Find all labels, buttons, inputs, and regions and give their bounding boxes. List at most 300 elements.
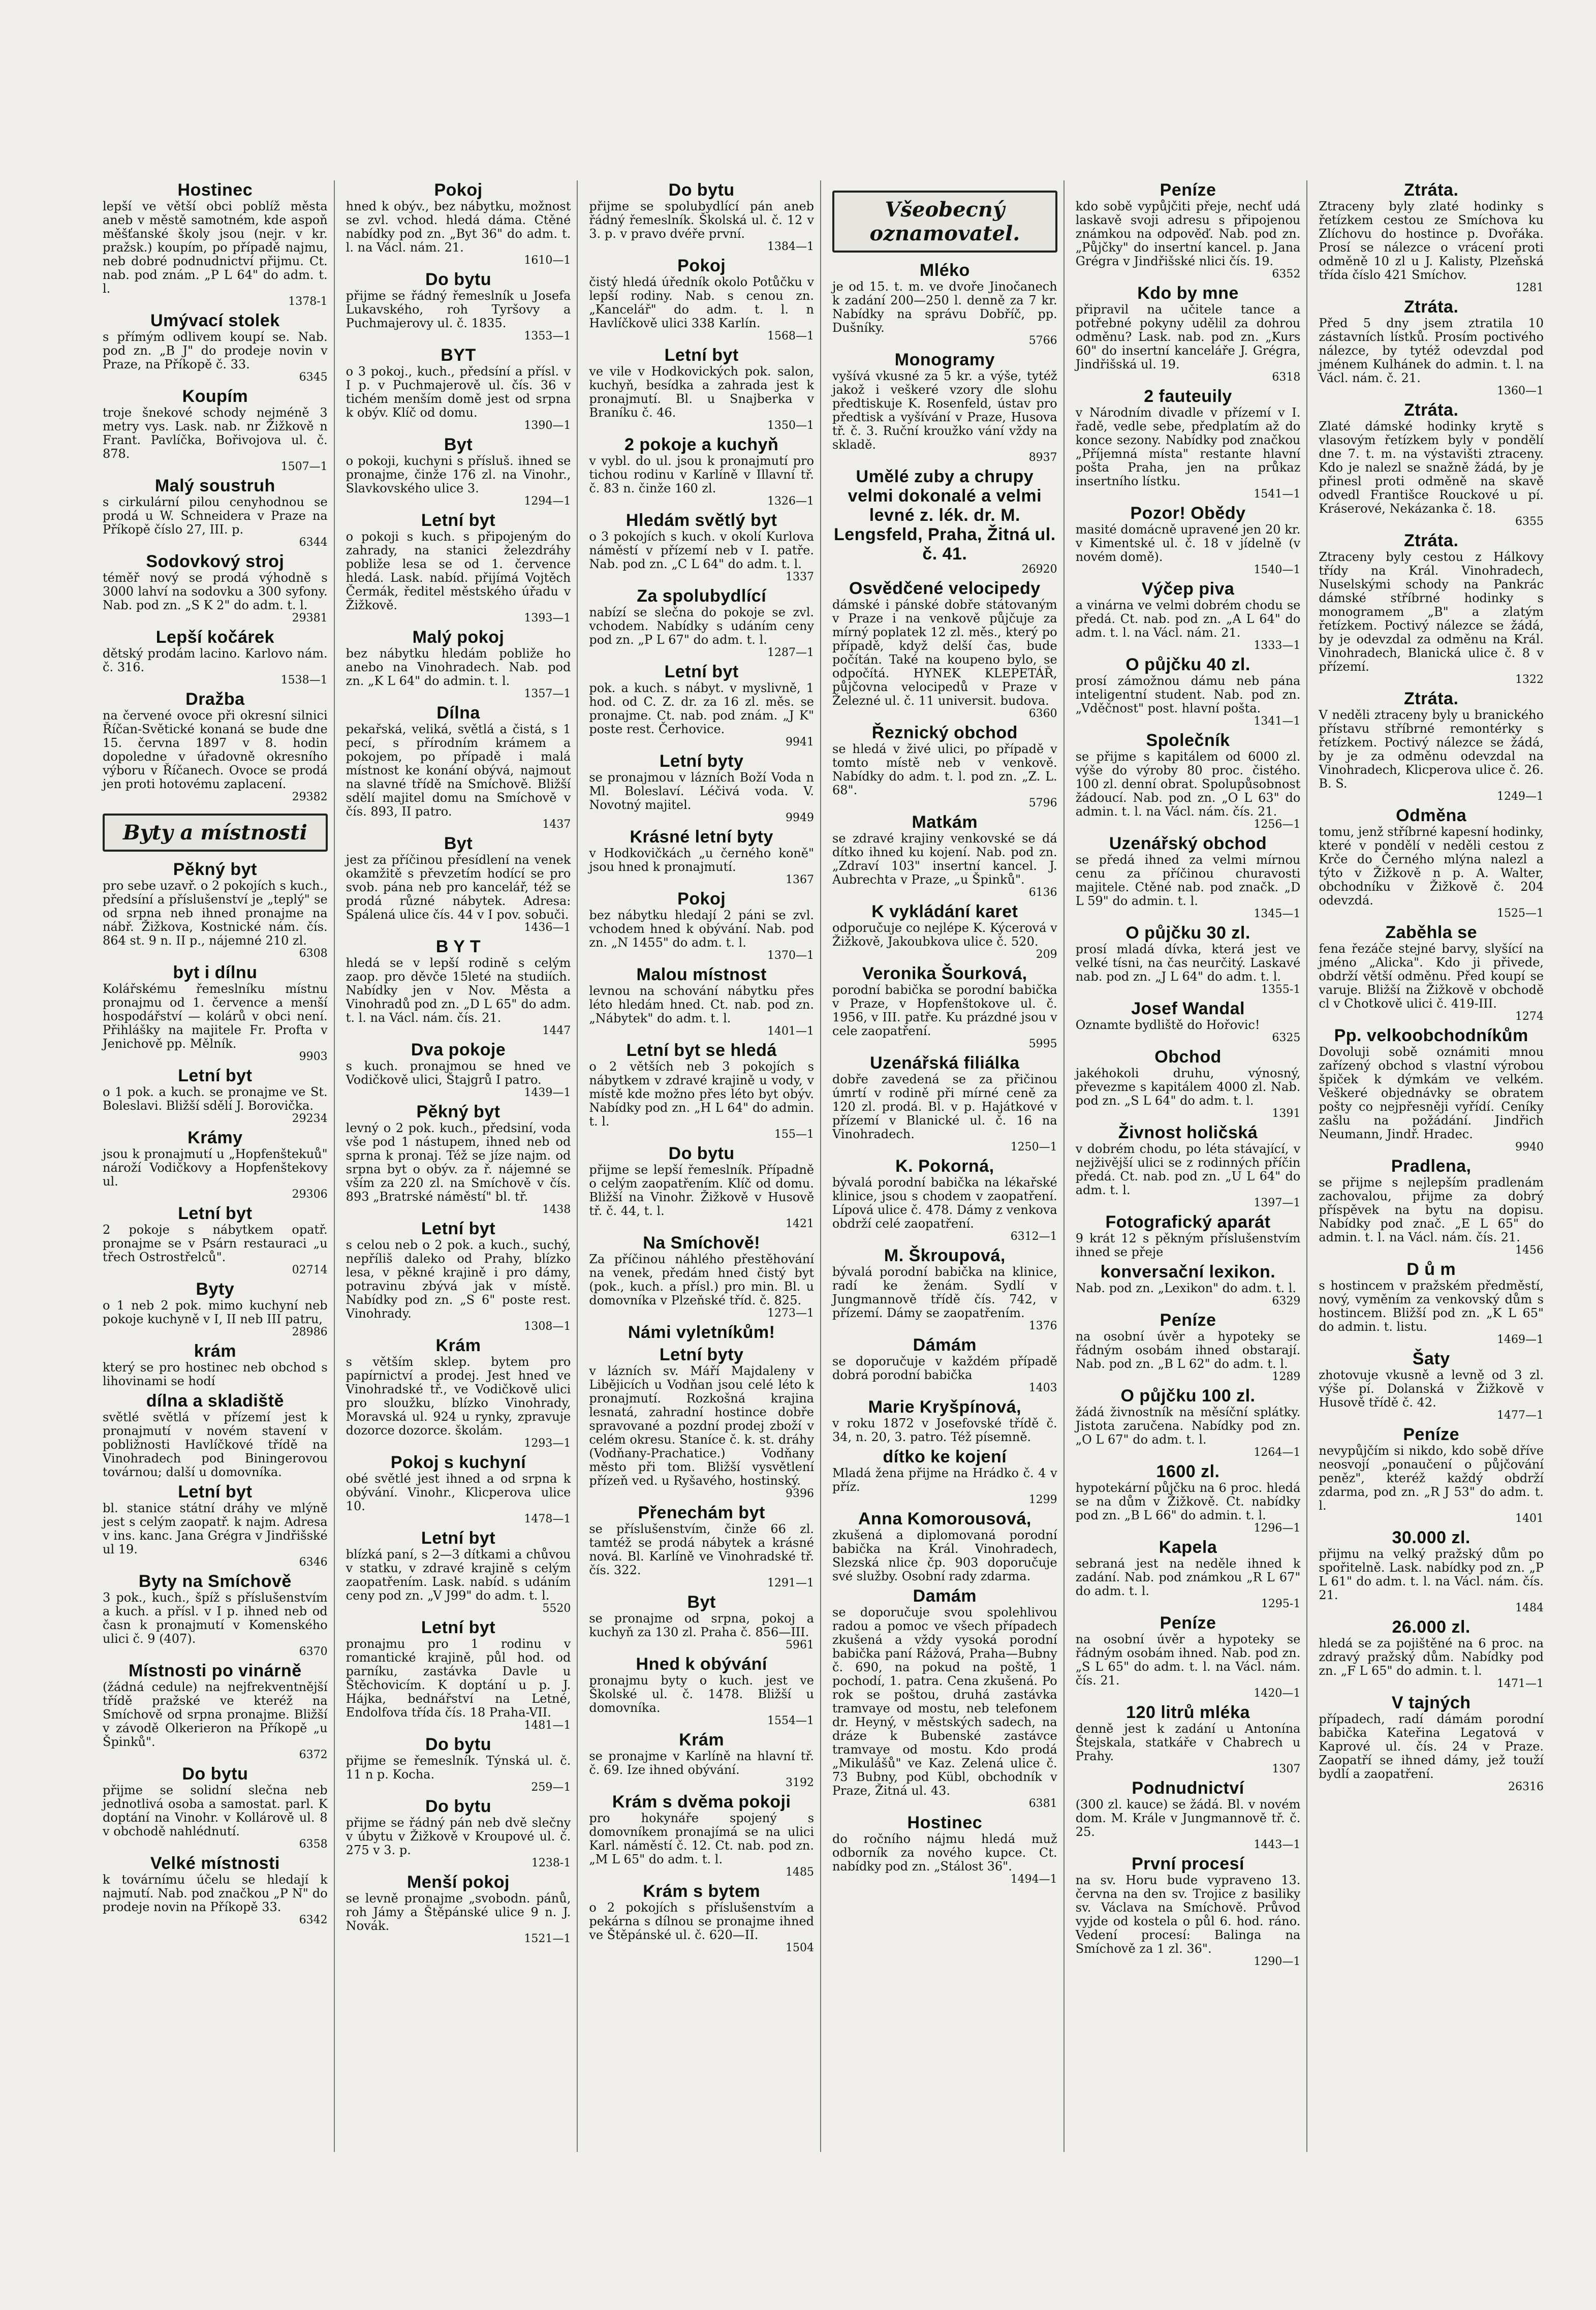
ad-text	[103, 1784, 328, 1851]
ad-text	[103, 982, 328, 1063]
ad-body: bez nábytku hledají 2 páni se zvl. vchodem hned k obývání. Nab. pod zn. „N 1455" do adm. t. l.	[589, 908, 815, 950]
ad-number: 1507—1	[280, 460, 328, 473]
ad-heading: Byt	[444, 435, 473, 454]
ad-body: porodní babička se porodní babička v Praze, v Hopfenštokove ul. č. 1956, v III. patře. Ku prázdné jsou v cele zaopatření.	[832, 983, 1057, 1038]
ad-body: (žádná cedule) na nejfrekventnější třídě pražské ve kteréž na Smíchově od srpna pronajme. Bližší v závodě Olkerieron na Příkopě „u Špinků".	[103, 1680, 328, 1749]
classified-ad	[1076, 1854, 1301, 1968]
ad-text	[1076, 1722, 1301, 1775]
ad-heading: Matkám	[912, 813, 978, 832]
ad-body: v lázních sv. Máří Majdaleny v Libějicích u Vodňan jsou celé léto k pronajmutí. Rozkošná krajina lesnatá, zahradní hostince dobře spravované a pozdní prodej zboží v celém okresu. Staníce č. k. st. dráhy (Vodňany-Prachatice.) Vodňany město při tom. Bližší vysvětlení přízeň ved. u Ryšavého, hostinský.	[589, 1364, 815, 1488]
ad-heading: D ů m	[1406, 1260, 1456, 1279]
ad-text	[1076, 1798, 1301, 1851]
ad-body: o 1 pok. a kuch. se pronajme ve St. Boleslavi. Bližší sdělí J. Borovička.	[103, 1085, 328, 1113]
classified-ad	[1319, 1693, 1544, 1793]
ad-number: 1525—1	[1497, 907, 1544, 920]
ad-body: masité domácně upravené jen 20 kr. v Kimentské ul. č. 18 v jídelně (v novém domě).	[1075, 522, 1301, 564]
ad-body: o 3 pokoj., kuch., předsíní a přísl. v I p. v Puchmajerově ul. čís. 36 v tichém menším domě jest od srpna k obýv. Klíč od domu.	[346, 364, 571, 420]
classified-ad	[346, 1102, 571, 1216]
ad-number: 6358	[299, 1838, 328, 1851]
ad-column	[1070, 180, 1308, 2152]
ad-text	[346, 1121, 571, 1216]
ad-heading: Uzenářský obchod	[1109, 834, 1267, 853]
ad-body: v Hodkovičkách „u černého koně" jsou hned k pronajmutí.	[589, 846, 815, 874]
ad-heading: byt i dílnu	[173, 963, 258, 982]
ad-heading: Pěkný byt	[173, 860, 257, 879]
classified-ad	[589, 827, 814, 886]
newspaper-page	[97, 180, 1550, 2152]
ad-text	[346, 956, 571, 1037]
classified-ad	[346, 435, 571, 508]
classified-ad	[103, 1764, 328, 1851]
classified-ad	[103, 860, 328, 960]
ad-text	[1319, 1637, 1544, 1690]
ad-heading: Letní byt	[664, 662, 739, 681]
ad-number: 9941	[786, 736, 815, 748]
ad-number: 1481—1	[524, 1719, 571, 1732]
classified-ad	[1319, 923, 1544, 1023]
ad-body: pro sebe uzavř. o 2 pokojích s kuch., předsíní a příslušenství je „teplý" se od srpna neb ihned pronajme na nábř. Žižkova, Kostnické nám. čís. 864 st. 9 n. II p., nájemné 210 zl.	[103, 879, 328, 948]
classified-ad	[589, 1323, 814, 1342]
ad-number: 1504	[786, 1942, 815, 1954]
classified-ad	[346, 1453, 571, 1525]
ad-body: bývalá porodní babička na klinice, radí ke ženám. Sydlí v Jungmannově třídě čís. 742, v přízemí. Dámy se zaopatřením.	[832, 1265, 1057, 1320]
ad-heading: Letní byty	[659, 1345, 744, 1364]
ad-number: 1376	[1028, 1320, 1057, 1332]
ad-text	[1076, 853, 1301, 920]
classified-ad	[1076, 504, 1301, 576]
classified-ad	[103, 311, 328, 384]
classified-ad	[103, 1391, 328, 1479]
ad-heading: Koupím	[182, 387, 248, 406]
ad-heading: Podnudnictví	[1132, 1778, 1244, 1798]
ad-number: 1350—1	[767, 419, 815, 432]
classified-ad	[346, 834, 571, 934]
ad-body: přijme se spolubydlící pán aneb řádný řemeslník. Školská ul. č. 12 v 3. p. v pravo dvéře první.	[589, 199, 815, 241]
ad-body: se levně pronajme „svobodn. pánů, roh Jámy a Štěpánské ulice 9 n. J. Novák.	[346, 1891, 571, 1933]
classified-ad	[1076, 1047, 1301, 1120]
ad-number: 1287—1	[767, 646, 815, 659]
ad-number: 1437	[542, 818, 571, 831]
ad-heading: Damám	[913, 1586, 977, 1606]
ad-body: jakéhokoli druhu, výnosný, převezme s kapitálem 4000 zl. Nab. pod zn. „S L 64" do adm. t. l.	[1075, 1066, 1301, 1108]
ad-heading: Veronika Šourková,	[862, 964, 1027, 983]
ad-heading: O půjčku 100 zl.	[1120, 1386, 1256, 1406]
classified-ad	[1319, 806, 1544, 920]
ad-heading: Námi vyletníkům!	[628, 1323, 775, 1342]
ad-number: 29234	[292, 1112, 328, 1125]
classified-ad	[1319, 1026, 1544, 1153]
ad-text	[589, 530, 814, 583]
ad-body: k továrnímu účelu se hledají k najmutí. Nab. pod značkou „P N" do prodeje novin na Příkopě 33.	[103, 1872, 328, 1914]
ad-heading: Velké místnosti	[150, 1854, 280, 1873]
ad-text	[589, 275, 814, 342]
ad-number: 1333—1	[1254, 639, 1301, 652]
ad-heading: Josef Wandal	[1131, 999, 1245, 1018]
ad-heading: Letní byt	[178, 1204, 253, 1223]
ad-text	[346, 1816, 571, 1869]
ad-heading: Na Smíchově!	[643, 1233, 761, 1253]
classified-ad	[346, 180, 571, 267]
ad-number: 1403	[1028, 1382, 1057, 1394]
ad-text	[589, 200, 814, 253]
ad-number: 1540—1	[1254, 564, 1301, 576]
ad-body: blízká paní, s 2—3 dítkami a chůvou v statku, v zdravé krajině s celým zaopatřením. Lask. nabíd. s udáním ceny pod zn. „V J99" do adm. t. l.	[346, 1547, 571, 1603]
ad-heading: O půjčku 40 zl.	[1125, 655, 1250, 674]
ad-body: bývalá porodní babička na lékařské klinice, jsou s chodem v zaopatření. Lípová ulice č. 478. Dámy z venkova obdrží celé zaopatření.	[832, 1175, 1057, 1231]
ad-text	[589, 365, 814, 432]
classified-ad	[1076, 579, 1301, 652]
ad-number: 1295-1	[1261, 1598, 1301, 1610]
ad-body: zhotovuje vkusně a levně od 3 zl. výše pí. Dolanská v Žižkově v Husově třídě č. 42.	[1319, 1368, 1544, 1410]
section-banner: Byty a místnosti	[103, 814, 328, 852]
ad-number: 5766	[1028, 334, 1057, 347]
ad-text	[346, 200, 571, 267]
ad-body: vyšívá vkusné za 5 kr. a výše, tytéž jakož i veškeré vzory dle slohu předtiskuje K. Rosenfeld, ústav pro předtisk a vyšívání v Praze, Husova tř. č. 3. Ruční kroužko vání vždy na skladě.	[832, 369, 1057, 452]
ad-heading: Pokoj	[677, 889, 726, 909]
ad-text	[589, 1253, 814, 1320]
ad-body: obé světlé jest ihned a od srpna k obývání. Vinohr., Klicperova ulice 10.	[346, 1472, 571, 1513]
classified-ad	[1319, 531, 1544, 686]
ad-heading: dítko ke kojení	[883, 1447, 1007, 1466]
ad-number: 1264—1	[1254, 1446, 1301, 1459]
classified-ad	[1076, 1613, 1301, 1700]
ad-text	[103, 1299, 328, 1338]
ad-number: 9940	[1515, 1141, 1544, 1153]
ad-number: 6344	[299, 536, 328, 549]
ad-text	[1319, 1176, 1544, 1257]
classified-ad	[589, 662, 814, 748]
classified-ad	[1076, 1538, 1301, 1610]
classified-ad	[1319, 400, 1544, 528]
ad-number: 29381	[292, 612, 328, 625]
ad-text	[1076, 523, 1301, 576]
ad-body: o 2 větších neb 3 pokojích s nábytkem v zdravé krajině u vody, v místě kde možno přes léto byt obýv. Nabídky pod zn. „H L 64" do admin. t. l.	[589, 1059, 815, 1129]
classified-ad	[589, 1345, 814, 1500]
classified-ad	[1076, 834, 1301, 920]
classified-ad	[832, 1397, 1057, 1444]
ad-number: 6370	[299, 1645, 328, 1658]
classified-ad	[1076, 999, 1301, 1044]
ad-text	[103, 406, 328, 473]
ad-number: 6360	[1028, 707, 1057, 720]
ad-body: s přímým odlivem koupí se. Nab. pod zn. „B J" do prodeje novin v Praze, na Příkopě č. 33.	[103, 330, 328, 371]
ad-number: 9949	[786, 811, 815, 824]
classified-ad	[832, 467, 1057, 576]
ad-body: Zlaté dámské hodinky krytě s vlasovým řetízkem byly v pondělí dne 7. t. m. na výstavišti ztraceny. Kdo je nalezl se snažně žádá, by je přinesl proti odměně na skavě odvedl Františce Rouckové u pí. Kráserové, Nekázanka č. 18.	[1319, 419, 1544, 516]
classified-ad	[1319, 1528, 1544, 1614]
ad-heading: Do bytu	[668, 180, 735, 200]
ad-number: 1296—1	[1254, 1522, 1301, 1535]
ad-body: dětský prodám lacino. Karlovo nám. č. 316.	[103, 646, 328, 674]
ad-text	[832, 1417, 1057, 1444]
ad-body: do ročního nájmu hledá muž odborník za nového kupce. Ct. nabídky pod zn. „Stálost 36".	[832, 1832, 1057, 1874]
ad-body: kdo sobě vypůjčiti přeje, nechť udá laskavě svoji adresu s připojenou známkou na odpověď. Nab. pod zn. „Půjčky" do insertní kancel. p. Jana Grégra v Jindřišské nlici čís. 19.	[1075, 199, 1301, 268]
ad-text	[103, 1147, 328, 1201]
classified-ad	[103, 1204, 328, 1276]
ad-body: s větším sklep. bytem pro papírnictví a prodej. Jest hned ve Vinohradské tř., ve Vodičkově ulici pro sloužku, blízko Vinohrady, Moravská ul. 924 u rynky, zpravuje dozorce dozorce. školám.	[346, 1355, 571, 1438]
ad-heading: Živnost holičská	[1118, 1123, 1258, 1142]
ad-body: s celou neb o 2 pok. a kuch., suchý, nepříliš daleko od Prahy, blízko lesa, v pěkné krajině i pro dámy, potravinu zbývá jak v místě. Nabídky pod zn. „S 6" poste rest. Vinohrady.	[346, 1238, 571, 1321]
classified-ad	[1319, 689, 1544, 803]
classified-ad	[1076, 1778, 1301, 1851]
ad-number: 1384—1	[767, 240, 815, 253]
ad-heading: V tajných	[1391, 1693, 1471, 1712]
ad-text	[1076, 1232, 1301, 1259]
ad-number: 1299	[1028, 1493, 1057, 1506]
ad-heading: Peníze	[1160, 1613, 1216, 1633]
ad-body: s cirkulární pilou cenyhodnou se prodá u W. Schneidera v Praze na Příkopě číslo 27, III. p.	[103, 495, 328, 537]
ad-number: 1554—1	[767, 1714, 815, 1727]
ad-body: Kolářskému řemeslníku místnu pronajmu od 1. července a menší hospodářství — kolárů v obci není. Přihlášky na majitele Fr. Profta v Jenichově pp. Mělník.	[103, 982, 328, 1051]
ad-text	[346, 1637, 571, 1732]
classified-ad	[1319, 1349, 1544, 1422]
ad-text	[1076, 200, 1301, 280]
ad-heading: Hned k obývání	[636, 1655, 767, 1674]
classified-ad	[589, 180, 814, 253]
ad-number: 8937	[1028, 451, 1057, 464]
ad-heading: Letní byt	[421, 511, 496, 530]
ad-text	[1076, 1557, 1301, 1610]
ad-heading: Pěkný byt	[416, 1102, 500, 1121]
ad-heading: Umělé zuby a chrupy velmi dokonalé a velmi levné z. lék. dr. M. Lengsfeld, Praha, Žitná ul. č. 41.	[834, 467, 1056, 564]
ad-number: 6312—1	[1010, 1230, 1057, 1243]
ad-number: 155—1	[774, 1128, 815, 1141]
ad-body: lepší ve větší obci poblíž města aneb v městě samotném, kde aspoň měšťanské školy jsou (nejr. v kr. pražsk.) koupím, po případě najmu, neb dobré podnudnictví přijmu. Ct. nab. pod znám. „P L 64" do adm. t. l.	[103, 199, 328, 296]
ad-text	[346, 454, 571, 508]
ad-body: se přijme s nejlepším pradlenám zachovalou, přijme za dobrý příspěvek na bytu na dopisu. Nabídky pod znač. „E L 65" do admin. t. l. na Václ. nám. čís. 21.	[1319, 1175, 1544, 1244]
ad-body: o pokoji s kuch. s připojeným do zahrady, na stanici železdráhy pobliže lesa se od 1. července hledá. Lask. nabíd. přijímá Vojtěch Čermák, ředitel městského úřadu v Žižkově.	[346, 529, 571, 612]
ad-heading: Osvědčené velocipedy	[849, 579, 1041, 598]
ad-heading: Byty na Smíchově	[138, 1572, 292, 1591]
classified-ad	[346, 1618, 571, 1732]
ad-number: 209	[1036, 948, 1057, 961]
classified-ad	[346, 1528, 571, 1615]
ad-body: pronajmu byty o kuch. jest ve Školské ul. č. 1478. Bližší u domovníka.	[589, 1673, 815, 1715]
ad-body: se doporučuje v každém případě dobrá porodní babička	[832, 1354, 1057, 1382]
ad-number: 29382	[292, 791, 328, 803]
ad-number: 6372	[299, 1749, 328, 1761]
ad-heading: Krám s dvěma pokoji	[612, 1792, 791, 1812]
ad-heading: Peníze	[1160, 1310, 1216, 1330]
ad-body: sebraná jest na neděle ihned k zadání. Nab. pod známkou „R L 67" do adm. t. l.	[1075, 1556, 1301, 1598]
ad-number: 1353—1	[524, 330, 571, 342]
ad-number: 1238-1	[531, 1857, 571, 1869]
ad-body: na sv. Horu bude vypraveno 13. června na den sv. Trojice z basiliky sv. Václava na Smíchově. Průvod vyjde od kostela o půl 6. hod. ráno. Vedení procesí: Balinga na Smíchově za 1 zl. 36".	[1075, 1873, 1301, 1956]
ad-heading: Ztráta.	[1403, 297, 1459, 317]
ad-text	[1319, 1368, 1544, 1422]
classified-ad	[832, 579, 1057, 720]
classified-ad	[103, 552, 328, 625]
ad-number: 26316	[1508, 1781, 1544, 1793]
ad-text	[832, 1466, 1057, 1506]
ad-number: 6308	[299, 947, 328, 960]
ad-number: 9903	[299, 1050, 328, 1063]
ad-text	[1319, 942, 1544, 1023]
ad-text	[103, 1680, 328, 1761]
ad-number: 6329	[1272, 1295, 1301, 1307]
ad-body: Ztraceny byly cestou z Hálkovy třídy na Král. Vinohradech, Nuselskými schody na Pankrác dámské stříbrné hodinky s monogramem „B" a zlatým řetízkem. Poctivý nálezce se žádá, by je odevzdal za odměnu na Král. Vinohradech, Blanická ulice č. 8 v přízemí.	[1319, 550, 1544, 674]
ad-number: 29306	[292, 1188, 328, 1201]
ad-heading: Letní byt	[421, 1618, 496, 1637]
ad-heading: Pozor! Obědy	[1130, 504, 1246, 523]
ad-heading: Dva pokoje	[411, 1040, 506, 1059]
ad-column	[97, 180, 335, 2152]
ad-heading: Anna Komorousová,	[858, 1509, 1031, 1528]
ad-text	[346, 1548, 571, 1615]
ad-number: 6381	[1028, 1797, 1057, 1810]
classified-ad	[832, 1813, 1057, 1886]
ad-heading: Výčep piva	[1141, 579, 1235, 599]
ad-text	[832, 1073, 1057, 1153]
ad-body: na osobní úvěr a hypoteky se řádným osobám ihned. Nab. pod zn. „S L 65" do adm. t. l. na Václ. nám. čís. 21.	[1075, 1632, 1301, 1688]
ad-heading: Místnosti po vinárně	[129, 1661, 302, 1680]
ad-number: 5520	[542, 1602, 571, 1615]
ad-number: 1307	[1272, 1763, 1301, 1775]
ad-body: pok. a kuch. s nábyt. v myslivně, 1 hod. od C. Z. dr. za 16 zl. měs. se pronajme. Ct. nab. pod znám. „J K" poste rest. Čerhovice.	[589, 681, 815, 736]
ad-number: 3192	[786, 1776, 815, 1789]
classified-ad	[1076, 655, 1301, 728]
ad-heading: Ztráta.	[1403, 531, 1459, 550]
classified-ad	[1076, 1310, 1301, 1383]
ad-number: 6346	[299, 1556, 328, 1569]
ad-text	[1076, 674, 1301, 728]
ad-text	[346, 1754, 571, 1794]
ad-number: 1478—1	[524, 1513, 571, 1525]
ad-text	[1076, 1142, 1301, 1209]
ad-number: 5995	[1028, 1038, 1057, 1050]
ad-heading: Krám s bytem	[643, 1882, 761, 1901]
ad-body: v roku 1872 v Josefovské třídě č. 34, n. 20, 3. patro. Též písemně.	[832, 1416, 1057, 1444]
ad-body: nabízí se slečna do pokoje se zvl. vchodem. Nabídky s udáním ceny pod zn. „P L 67" do adm. t. l.	[589, 605, 815, 647]
ad-text	[589, 909, 814, 962]
classified-ad	[832, 902, 1057, 961]
ad-heading: Lepší kočárek	[155, 628, 274, 647]
ad-text	[1076, 406, 1301, 501]
ad-text	[1076, 1282, 1301, 1307]
ad-heading: Do bytu	[182, 1764, 248, 1784]
ad-text	[1076, 303, 1301, 384]
ad-body: prosí zámožnou dámu neb pána inteligentní student. Nab. pod zn. „Vděčnost" post. hlavní pošta.	[1075, 674, 1301, 715]
ad-heading: Ztráta.	[1403, 180, 1459, 200]
classified-ad	[589, 1041, 814, 1141]
ad-text	[346, 1059, 571, 1099]
ad-text	[1076, 1406, 1301, 1459]
ad-body: 3 pok., kuch., špíž s příslušenstvím a kuch. a přísl. v I p. ihned neb od časn k pronajmutí v Komenského ulici č. 9 (407).	[103, 1590, 328, 1646]
ad-heading: Do bytu	[425, 1797, 492, 1816]
ad-number: 6352	[1272, 268, 1301, 280]
ad-body: na osobní úvěr a hypoteky se řádným osobám ihned obstarají. Nab. pod zn. „B L 62" do adm. t. l.	[1075, 1329, 1301, 1371]
ad-text	[103, 1085, 328, 1125]
ad-heading: Obchod	[1154, 1047, 1222, 1067]
ad-heading: K vykládání karet	[871, 902, 1018, 921]
ad-text	[1319, 825, 1544, 920]
ad-heading: Krásné letní byty	[630, 827, 773, 847]
ad-text	[103, 1361, 328, 1388]
ad-body: v Národním divadle v přízemí v I. řadě, vedle sebe, předplatím až do konce sezony. Nabídky pod značkou „Příjemná místa" restante hlavní pošta Praha, jen na průkaz insertního lístku.	[1075, 405, 1301, 488]
ad-body: pronajmu pro 1 rodinu v romantické krajině, půl hod. od parníku, zastávka Davle u Štěchovicím. K doptání u p. J. Hájka, bednářství na Letné, Endolfova třída čís. 18 Praha-VII.	[346, 1637, 571, 1720]
ad-number: 1456	[1515, 1244, 1544, 1257]
classified-ad	[832, 1509, 1057, 1583]
ad-heading: dílna a skladiště	[146, 1391, 284, 1411]
ad-body: v dobrém chodu, po léta stávající, v nejživější ulici se z rodinných příčin předá. Ct. nab. pod zn. „U L 64" do adm. t. l.	[1075, 1142, 1301, 1197]
ad-text	[832, 832, 1057, 899]
ad-heading: Přenechám byt	[638, 1503, 765, 1522]
ad-heading: 30.000 zl.	[1392, 1528, 1470, 1547]
ad-number: 1326—1	[767, 495, 815, 508]
classified-ad	[589, 1792, 814, 1879]
ad-number: 02714	[292, 1264, 328, 1276]
ad-body: 2 pokoje s nábytkem opatř. pronajme se v Psárn restauraci „u třech Ostrostřelců".	[103, 1223, 328, 1264]
classified-ad	[832, 1053, 1057, 1153]
classified-ad	[103, 180, 328, 308]
ad-heading: K. Pokorná,	[895, 1157, 994, 1176]
ad-heading: Peníze	[1160, 180, 1216, 200]
ad-heading: Fotografický aparát	[1105, 1212, 1271, 1232]
ad-number: 1341—1	[1254, 715, 1301, 728]
classified-ad	[346, 1336, 571, 1450]
classified-ad	[346, 346, 571, 432]
ad-text	[103, 879, 328, 960]
ad-text	[103, 1502, 328, 1569]
classified-ad	[589, 1730, 814, 1789]
ad-number: 1485	[786, 1866, 815, 1879]
ad-number: 1401—1	[767, 1025, 815, 1038]
ad-text	[1076, 750, 1301, 831]
ad-heading: Peníze	[1403, 1425, 1460, 1444]
ad-text	[832, 1832, 1057, 1886]
ad-number: 1250—1	[1010, 1141, 1057, 1153]
ad-heading: Dílna	[436, 703, 480, 723]
classified-ad	[346, 628, 571, 700]
ad-text	[103, 1411, 328, 1479]
ad-body: Ztraceny byly zlaté hodinky s řetízkem cestou ze Smíchova ku Zlíchovu do hostince p. Dvořáka. Prosí se nálezce o vrácení proti odměně 10 zl u J. Kalisty, Plzeňská třída číslo 421 Smíchov.	[1319, 199, 1544, 282]
ad-body: dámské i pánské dobře státovaným v Praze i na venkově půjčuje za mírný poplatek 12 zl. měs., který po případě, když delší čas, bude počítán. Také na koupeno bylo, se odpočítá. HYNEK KLEPETÁŘ, půjčovna velocipedů v Praze v Železné ul. č. 11 universit. budova.	[832, 598, 1057, 708]
classified-ad	[346, 511, 571, 625]
classified-ad	[103, 1482, 328, 1569]
ad-body: se přijme s kapitálem od 6000 zl. výše do výroby 80 proc. čistého. 100 zl. denní obrat. Spolupůsobnost žádoucí. Nab. pod zn. „O L 63" do admin. t. l. na Václ. nám. čís. 21.	[1075, 750, 1301, 819]
classified-ad	[103, 690, 328, 803]
ad-body: denně jest k zadání u Antonína Štejskala, statkáře v Chabrech u Prahy.	[1075, 1722, 1301, 1763]
ad-body: o 1 neb 2 pok. mimo kuchyní neb pokoje kuchyně v I, II neb III patru,	[103, 1298, 328, 1326]
ad-text	[1076, 1481, 1301, 1535]
ad-text	[589, 847, 814, 886]
ad-number: 1494—1	[1010, 1873, 1057, 1886]
ad-heading: Letní byt	[178, 1066, 253, 1085]
ad-body: zkušená a diplomovaná porodní babička na Král. Vinohradech, Slezská nlice čp. 903 doporučuje své služby. Osobní rady zdarma.	[832, 1528, 1057, 1583]
ad-body: se doporučuje svou spolehlivou radou a pomoc ve všech případech zkušená a vždy vysoká porodní babička paní Rážová, Praha—Bubny č. 690, na pokud na poště, 1 pochodí, 1. patra. Cena zkušená. Po rok se poštou, druhá zastávka tramvaye od mostu, neb telefonem dr. Heyný, v městských sadech, na dráze k Bubenské zastávce tramvaye od mostu. Kdo prodá „Mikulášů" ve Kaz. Zelená ulice č. 73 Bubny, pod Kübl, obchodník v Praze, Žitná ul. 43.	[832, 1605, 1057, 1798]
ad-text	[1076, 599, 1301, 652]
classified-ad	[1076, 180, 1301, 280]
ad-text	[103, 495, 328, 549]
ad-text	[1319, 708, 1544, 803]
ad-text	[346, 853, 571, 934]
classified-ad	[346, 703, 571, 831]
ad-heading: Pokoj	[434, 180, 483, 200]
classified-ad	[103, 628, 328, 686]
ad-text	[589, 1364, 814, 1500]
ad-number: 1471—1	[1497, 1677, 1544, 1690]
ad-text	[346, 1355, 571, 1450]
ad-number: 1256—1	[1254, 818, 1301, 831]
ad-number: 1370—1	[767, 949, 815, 962]
ad-body: nevypůjčím si nikdo, kdo sobě dříve neosvojí „ponaučení o půjčování peněz", kteréž každý obdrží zdarma, pod zn. „R J 53" do adm. t. l.	[1319, 1444, 1544, 1513]
ad-body: 9 krát 12 s pěkným příslušenstvím ihned se přeje	[1075, 1231, 1301, 1259]
ad-heading: Dražba	[185, 690, 245, 709]
classified-ad	[832, 1246, 1057, 1332]
ad-text	[1319, 1279, 1544, 1346]
classified-ad	[832, 350, 1057, 464]
ad-number: 6342	[299, 1914, 328, 1926]
